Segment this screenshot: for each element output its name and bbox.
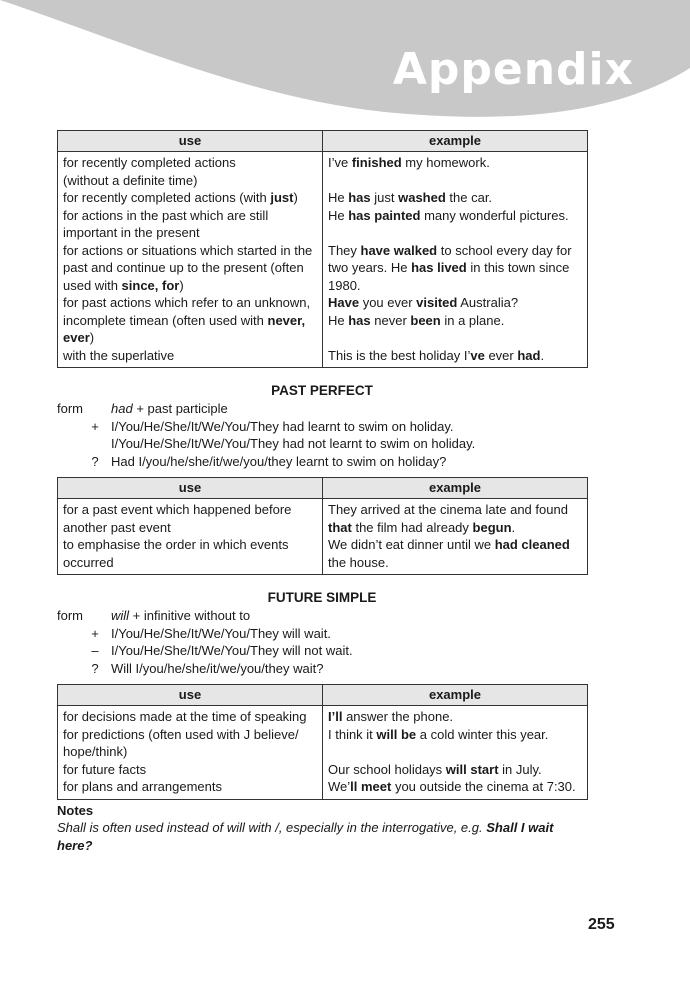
table-row-text: He has painted many wonderful pictures. — [328, 207, 569, 223]
symbol: ? — [91, 660, 99, 676]
future-simple-table — [57, 684, 588, 800]
example-column-header: example — [323, 478, 588, 499]
page-content — [57, 130, 587, 854]
example-cell — [323, 152, 588, 368]
section-heading-future-simple: FUTURE SIMPLE — [267, 590, 377, 605]
table-row-text: This is the best holiday I’ve ever had. — [328, 347, 545, 363]
table-row-text: I think it will be a cold winter this year. — [328, 726, 549, 742]
page-number: 255 — [588, 916, 615, 933]
table-row-text — [328, 743, 582, 761]
table-row-text: for past actions which refer to an unknown, incomplete timean (often used with never, ever) — [63, 295, 311, 345]
example-line: I/You/He/She/It/We/You/They had learnt to swim on holiday. — [111, 418, 454, 434]
table-row-text: We’ll meet you outside the cinema at 7:30. — [328, 779, 576, 794]
use-cell — [58, 499, 323, 575]
table-row-text: He has just washed the car. — [328, 190, 493, 205]
table-row-text: Our school holidays will start in July. — [328, 761, 542, 777]
symbol: – — [91, 643, 99, 658]
notes-text: Shall is often used instead of will with /, especially in the interrogative, e.g. Shall I wait here? — [57, 820, 554, 853]
table-row-text: for a past event which happened before another past event — [63, 502, 292, 535]
page-title: Appendix — [392, 44, 634, 95]
table-row-text: He has never been in a plane. — [328, 312, 505, 328]
symbol: + — [91, 625, 99, 641]
table-row-text: with the superlative — [63, 347, 175, 363]
example-column-header: example — [323, 685, 588, 706]
table-row-text: I’ve finished my homework. — [328, 155, 490, 170]
table-row-text — [328, 172, 582, 190]
table-row-text: for recently completed actions (with just) — [63, 190, 298, 205]
example-cell — [323, 499, 588, 575]
table-row-text: We didn’t eat dinner until we had cleaned the house. — [328, 537, 570, 570]
use-column-header: use — [58, 685, 323, 706]
example-line: I/You/He/She/It/We/You/They had not learnt to swim on holiday. — [111, 436, 476, 451]
form-block — [0, 400, 587, 470]
use-cell — [58, 152, 323, 368]
form-rule: had + past participle — [111, 401, 228, 416]
table-row-text: They arrived at the cinema late and found that the film had already begun. — [328, 502, 568, 535]
example-line: I/You/He/She/It/We/You/They will wait. — [111, 625, 331, 641]
table-row-text: to emphasise the order in which events occurred — [63, 537, 289, 570]
table-row-text: Have you ever visited Australia? — [328, 295, 519, 310]
table-row-text: They have walked to school every day for two years. He has lived in this town since 1980. — [328, 242, 572, 293]
table-row-text — [328, 329, 582, 347]
table-row-text: I’ll answer the phone. — [328, 709, 454, 724]
form-label: form — [57, 608, 83, 623]
table-row-text: for plans and arrangements — [63, 779, 222, 794]
past-perfect-table — [57, 477, 588, 575]
table-row-text: for future facts — [63, 761, 147, 777]
form-label: form — [57, 401, 83, 416]
example-line: Had I/you/he/she/it/we/you/they learnt to swim on holiday? — [111, 453, 447, 469]
example-cell — [323, 706, 588, 800]
symbol: ? — [91, 453, 99, 469]
present-perfect-table — [57, 130, 588, 368]
table-row-text: for recently completed actions — [63, 155, 236, 170]
table-row-text: for predictions (often used with J believe/ hope/think) — [63, 726, 299, 759]
symbol: + — [91, 418, 99, 434]
example-line: Will I/you/he/she/it/we/you/they wait? — [111, 660, 324, 676]
table-row-text — [328, 224, 582, 242]
form-block — [57, 607, 587, 677]
use-cell — [58, 706, 323, 800]
table-row-text: for actions in the past which are still important in the present — [63, 207, 269, 240]
notes-heading: Notes — [57, 802, 94, 818]
example-line: I/You/He/She/It/We/You/They will not wait. — [111, 643, 353, 658]
section-heading-past-perfect: PAST PERFECT — [271, 383, 373, 398]
example-column-header: example — [323, 131, 588, 152]
use-column-header: use — [58, 131, 323, 152]
table-row-text: (without a definite time) — [63, 172, 198, 188]
table-row-text: for decisions made at the time of speaking — [63, 709, 307, 724]
use-column-header: use — [58, 478, 323, 499]
table-row-text: for actions or situations which started in the past and continue up to the present (often used with since, for) — [63, 242, 313, 293]
form-rule: will + infinitive without to — [111, 608, 251, 623]
